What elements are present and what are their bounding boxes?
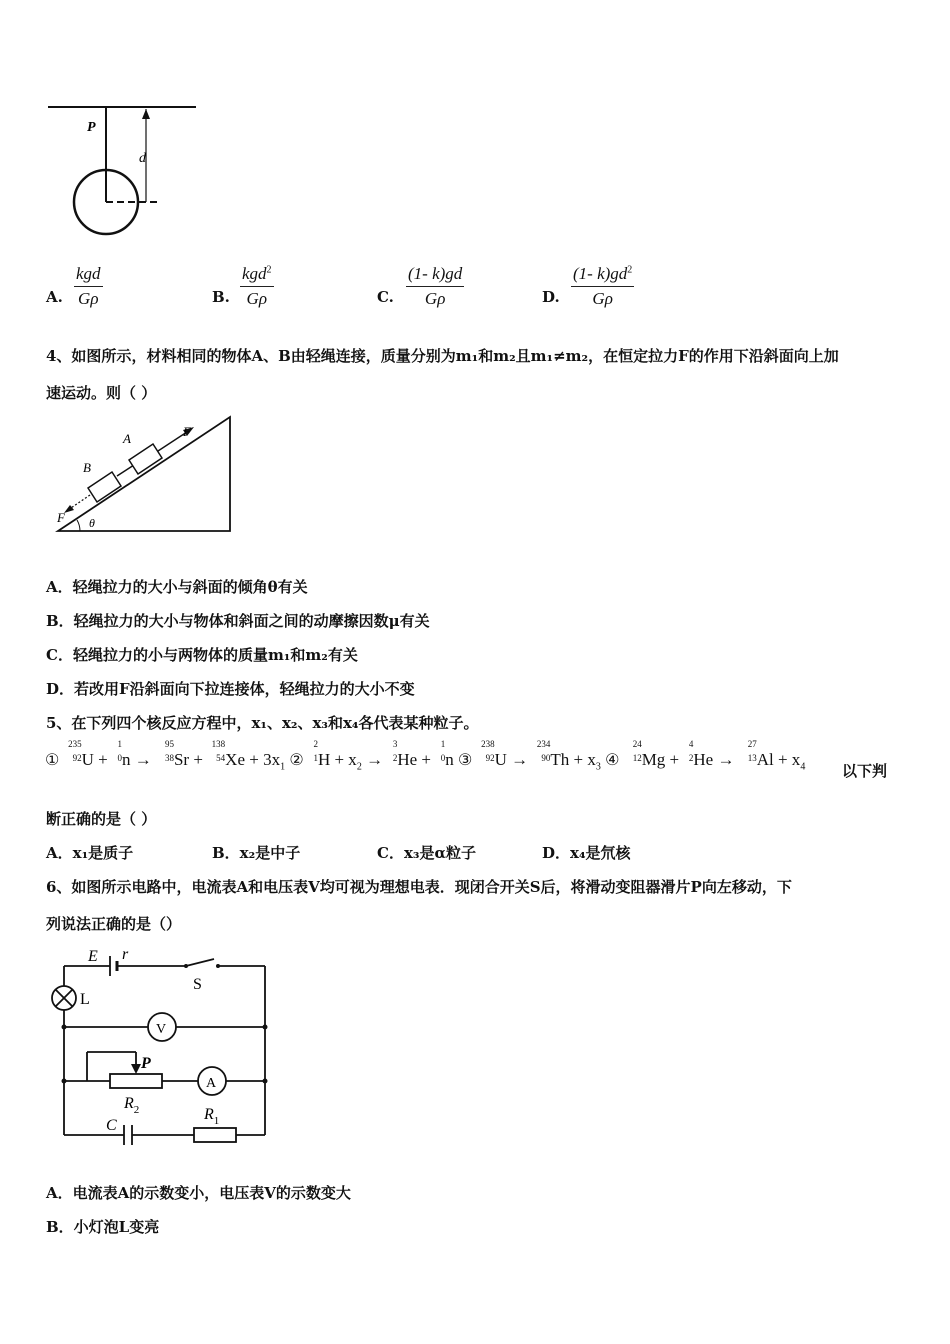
q3-label-p: P: [87, 120, 96, 135]
q5-eq3-label: ③: [457, 752, 473, 769]
q5-eq2-label: ②: [289, 752, 304, 769]
q6-option-b[interactable]: B．小灯泡L变亮: [46, 1218, 160, 1236]
q4-label-f-bottom: F: [57, 510, 65, 525]
q6-label-e: E: [88, 948, 98, 965]
q4-stem-line1: 4、如图所示，材料相同的物体A、B由轻绳连接，质量分别为m₁和m₂且m₁≠m₂，在恒定拉力F的作用下沿斜面向上加: [46, 347, 839, 365]
q3-option-d-sup: 2: [627, 264, 633, 276]
q6-label-r1: $R_1$: [204, 1106, 220, 1127]
q3-option-b-sup: 2: [266, 264, 272, 276]
q5-eq1-label: ①: [45, 752, 60, 769]
q6-label-r: r: [122, 946, 129, 963]
q3-option-d-fraction[interactable]: [571, 264, 634, 309]
q3-figure: [40, 95, 210, 245]
q5-stem: 5、在下列四个核反应方程中，x₁、x₂、x₃和x₄各代表某种粒子。: [46, 714, 479, 732]
q3-option-c-num: (1- k)gd: [408, 264, 463, 283]
q6-label-r2: $R_2$: [124, 1095, 140, 1116]
q6-stem-line2: 列说法正确的是（）: [46, 915, 182, 933]
q5-option-b[interactable]: B．x₂是中子: [212, 844, 301, 862]
q3-option-a-label[interactable]: A.: [46, 288, 63, 306]
q5-option-c[interactable]: C．x₃是α粒子: [377, 844, 476, 862]
q3-option-c-label[interactable]: C.: [377, 288, 394, 306]
q3-option-b-den: Gρ: [246, 289, 267, 308]
q4-label-b: B: [83, 460, 91, 475]
q6-label-l: L: [80, 991, 90, 1008]
q5-stem-line3: 断正确的是（ ）: [46, 810, 157, 828]
q4-option-a[interactable]: A．轻绳拉力的大小与斜面的倾角θ有关: [46, 578, 308, 596]
q3-option-b-fraction[interactable]: [240, 264, 274, 309]
q4-stem-line2: 速运动。则（ ）: [46, 384, 157, 402]
q4-label-f-top: F: [183, 424, 191, 439]
q4-label-a: A: [123, 431, 131, 446]
q6-label-s: S: [193, 976, 202, 993]
q5-option-a[interactable]: A．x₁是质子: [46, 844, 134, 862]
q3-option-a-den: Gρ: [78, 289, 99, 308]
q4-option-d[interactable]: D．若改用F沿斜面向下拉连接体，轻绳拉力的大小不变: [46, 680, 415, 698]
q6-label-v: V: [156, 1022, 167, 1037]
q3-option-b-label[interactable]: B.: [212, 288, 230, 306]
q3-option-d-den: Gρ: [592, 289, 613, 308]
q3-option-a-fraction[interactable]: [74, 264, 103, 309]
q6-circuit-figure: [44, 942, 274, 1147]
q4-label-theta: θ: [89, 516, 95, 530]
q3-option-a-num: kgd: [76, 264, 101, 283]
q4-option-c[interactable]: C．轻绳拉力的小与两物体的质量m₁和m₂有关: [46, 646, 358, 664]
q3-option-d-num: (1- k)gd: [573, 264, 628, 283]
q5-eq4-label: ④: [605, 752, 620, 769]
q3-option-d-label[interactable]: D.: [542, 288, 560, 306]
q3-option-b-num: kgd: [242, 264, 267, 283]
q6-label-c: C: [106, 1117, 117, 1134]
q4-option-b[interactable]: B．轻绳拉力的大小与物体和斜面之间的动摩擦因数μ有关: [46, 612, 430, 630]
q6-option-a[interactable]: A．电流表A的示数变小，电压表V的示数变大: [46, 1184, 351, 1202]
q5-option-d[interactable]: D．x₄是氘核: [542, 844, 631, 862]
q3-option-c-fraction[interactable]: [406, 264, 464, 309]
q6-stem-line1: 6、如图所示电路中，电流表A和电压表V均可视为理想电表．现闭合开关S后，将滑动变阻器滑片P向左移动，下: [46, 878, 792, 896]
q5-stem-tail: 以下判: [842, 762, 888, 780]
q4-figure: [50, 410, 245, 535]
q3-label-d: d: [139, 151, 146, 166]
q6-label-p: P: [141, 1055, 151, 1072]
q3-option-c-den: Gρ: [424, 289, 446, 308]
q6-label-a: A: [206, 1076, 217, 1091]
q5-equations: ① 235 92 U + 1 0 n → 95 38 Sr + 138 54 $Xe + 3x_1$ ② 2 1 $H + x_2$ → 3 2 He + 1 0 n ③ 238 92 U → 234 90 $Th + x_3$ ④ 24 12 Mg + 4 2 He → 27 13 $Al + x_4$: [45, 739, 806, 773]
